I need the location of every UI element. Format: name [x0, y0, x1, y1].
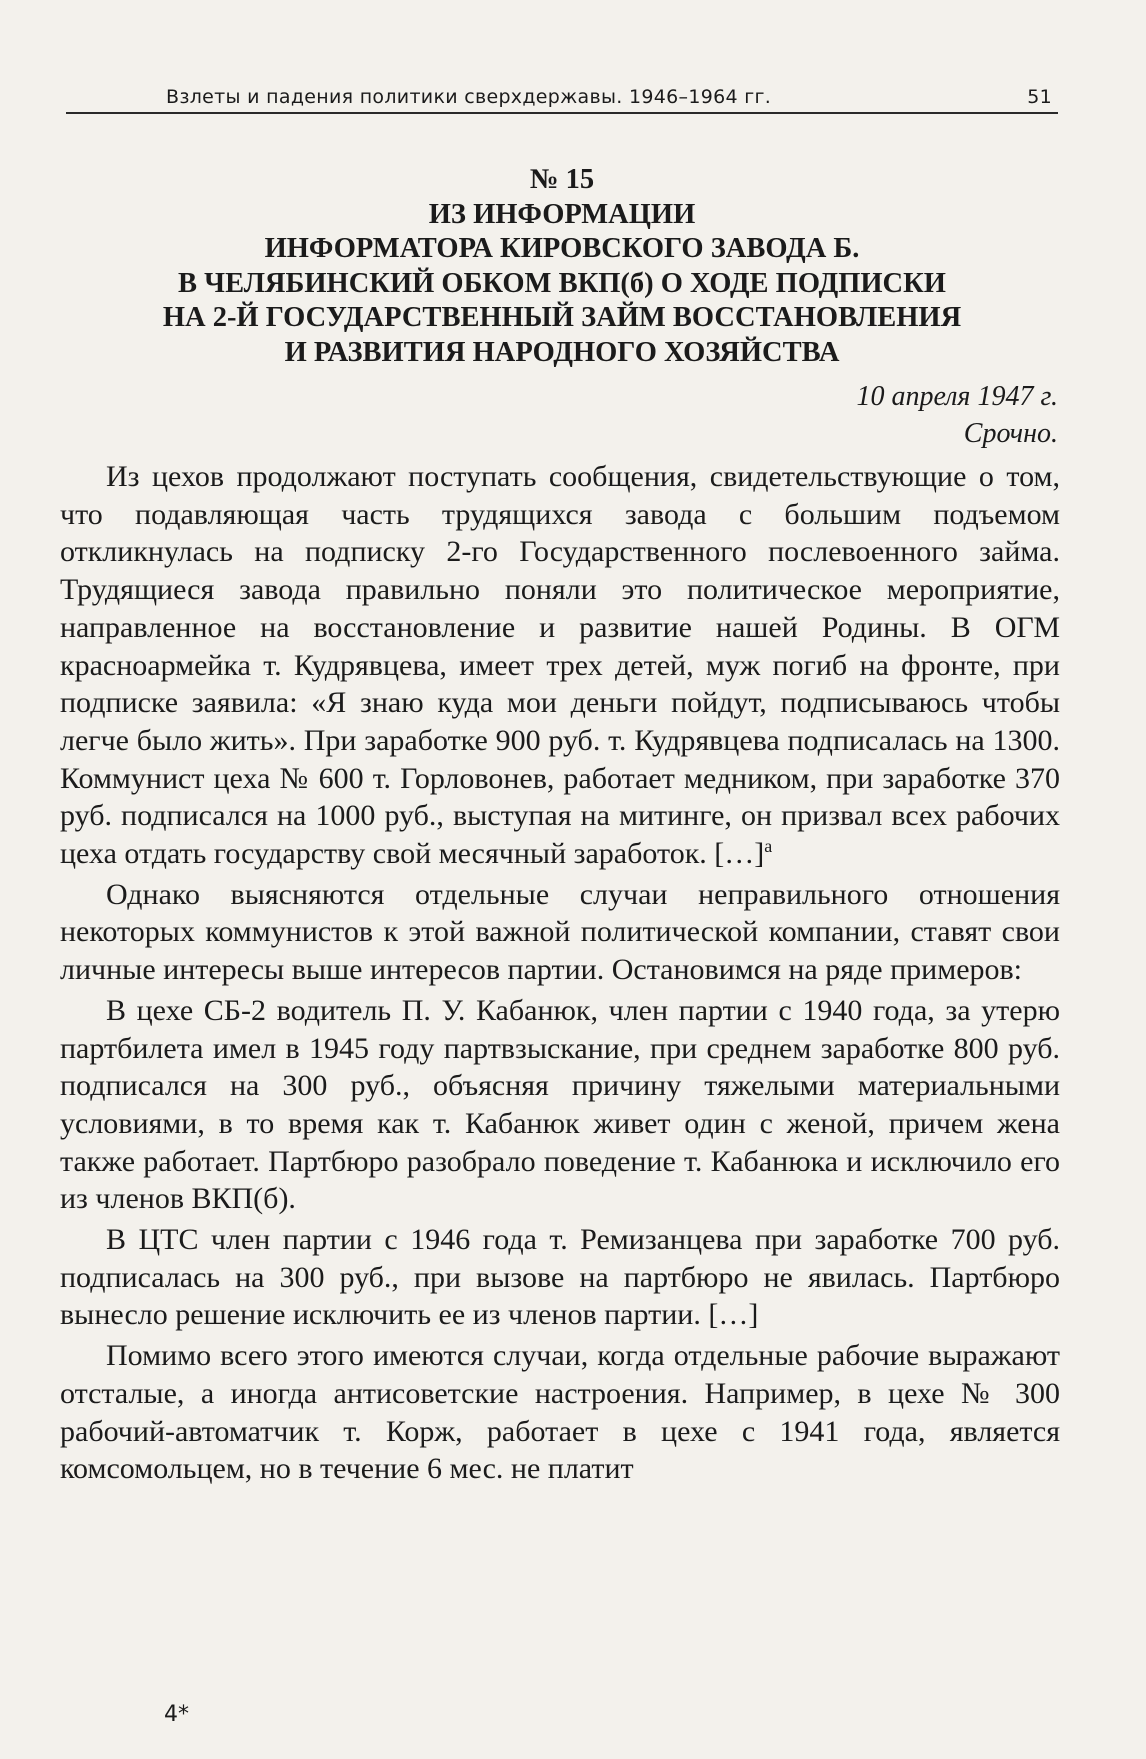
document-heading: [66, 163, 1058, 371]
document-title-line: ИНФОРМАТОРА КИРОВСКОГО ЗАВОДА Б.: [264, 233, 860, 265]
paragraph: Однако выясняются отдельные случаи неправильного отношения некоторых коммунистов к этой важной политической компании, ставят свои личные интересы выше интересов партии. Остановимся на ряде примеров:: [60, 877, 1060, 987]
document-title-line: НА 2-Й ГОСУДАРСТВЕННЫЙ ЗАЙМ ВОССТАНОВЛЕНИЯ: [162, 302, 962, 334]
document-date: 10 апреля 1947 г.: [856, 381, 1058, 412]
urgency-mark: Срочно.: [963, 418, 1058, 449]
document-number: № 15: [529, 164, 595, 195]
running-title: Взлеты и падения политики сверхдержавы. 1946–1964 гг.: [166, 86, 772, 108]
paragraph: В ЦТС член партии с 1946 года т. Ремизанцева при заработке 700 руб. подписалась на 300 руб., при вызове на партбюро не явилась. Партбюро вынесло решение исключить ее из членов партии. […]: [60, 1223, 1060, 1332]
running-header: [66, 86, 1058, 114]
dateline: [856, 378, 1058, 452]
document-title-line: ИЗ ИНФОРМАЦИИ: [428, 198, 696, 230]
document-title-line: В ЧЕЛЯБИНСКИЙ ОБКОМ ВКП(б) О ХОДЕ ПОДПИСКИ: [178, 267, 946, 299]
signature-mark: 4*: [164, 1702, 189, 1727]
page-number: 51: [1027, 86, 1052, 108]
paragraph: [60, 458, 1060, 873]
paragraph: Помимо всего этого имеются случаи, когда отдельные рабочие выражают отсталые, а иногда антисоветские настроения. Например, в цехе № 300 рабочий-автоматчик т. Корж, работает в цехе с 1941 года, является комсомольцем, но в течение 6 мес. не платит: [60, 1339, 1060, 1486]
footnote-marker: а: [764, 836, 773, 857]
document-body: [60, 458, 1060, 1491]
document-title-line: И РАЗВИТИЯ НАРОДНОГО ХОЗЯЙСТВА: [284, 336, 840, 368]
paragraph: В цехе СБ-2 водитель П. У. Кабанюк, член партии с 1940 года, за утерю партбилета имел в 1945 году партвзыскание, при среднем заработке 800 руб. подписался на 300 руб., объясняя причину тяжелыми материальными условиями, в то время как т. Кабанюк живет один с женой, причем жена также работает. Партбюро разобрало поведение т. Кабанюка и исключило его из членов ВКП(б).: [60, 993, 1060, 1216]
paragraph-text: Из цехов продолжают поступать сообщения, свидетельствующие о том, что подавляющая часть трудящихся завода с большим подъемом откликнулась на подписку 2-го Государственного послевоенного займа. Трудящиеся завода правильно поняли это политическое мероприятие, направленное на восстановление и развитие нашей Родины. В ОГМ красноармейка т. Кудрявцева, имеет трех детей, муж погиб на фронте, при подписке заявила: «Я знаю куда мои деньги пойдут, подписываюсь чтобы легче было жить». При заработке 900 руб. т. Кудрявцева подписалась на 1300. Коммунист цеха № 600 т. Горловонев, работает медником, при заработке 370 руб. подписался на 1000 руб., выступая на митинге, он призвал всех рабочих цеха отдать государству свой месячный заработок. […]: [60, 460, 1060, 871]
